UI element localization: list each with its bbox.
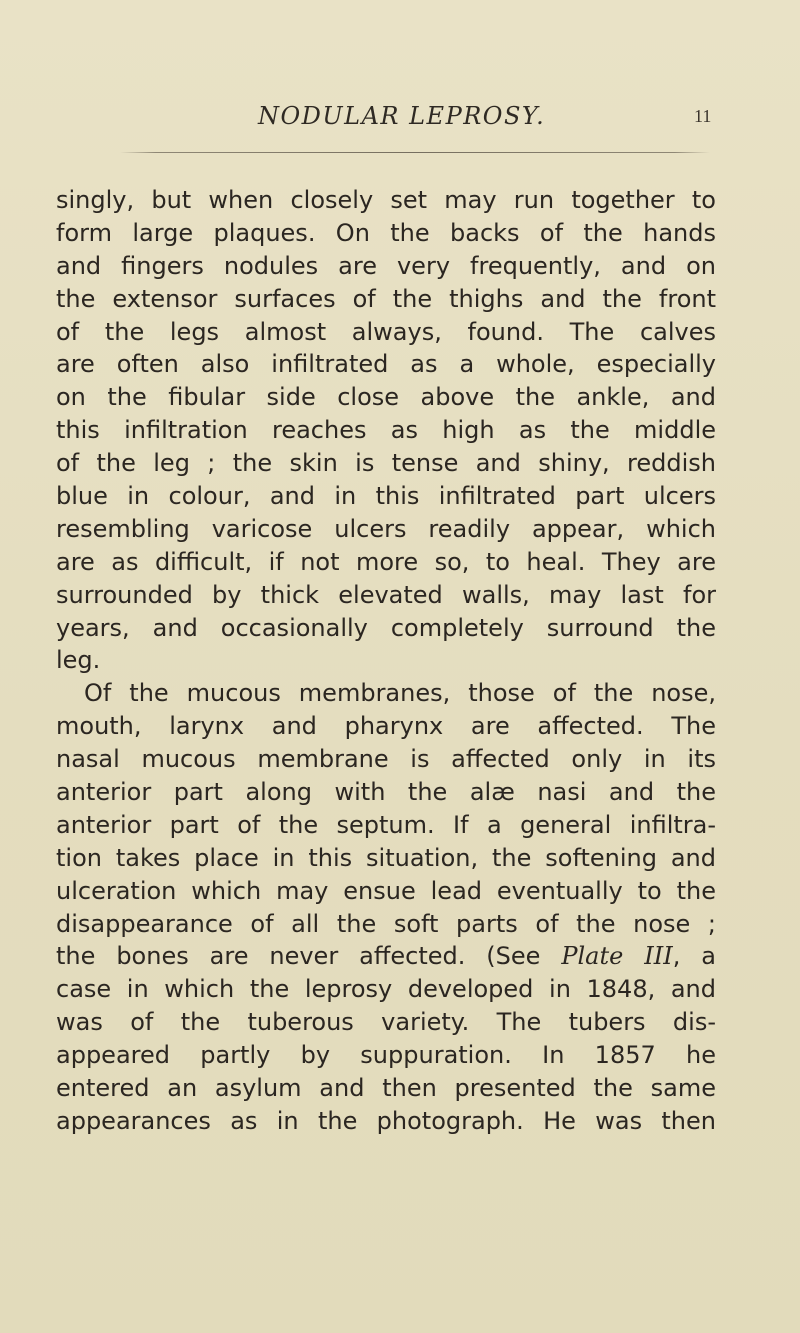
- text-line: and fingers nodules are very frequently, and on: [56, 251, 716, 280]
- text-line: the extensor surfaces of the thighs and the front: [56, 284, 716, 313]
- text-line: was of the tuberous variety. The tubers dis-: [56, 1008, 716, 1037]
- text-line: singly, but when closely set may run together to: [56, 186, 716, 214]
- text-line: resembling varicose ulcers readily appear, which: [56, 514, 716, 543]
- text-line: this infiltration reaches as high as the middle: [56, 416, 716, 445]
- body-text: [56, 184, 716, 1138]
- text-line: are as difficult, if not more so, to heal. They are: [56, 547, 716, 576]
- text-line: entered an asylum and then presented the same: [56, 1074, 716, 1103]
- plate-line-lead: the bones are never affected. (See: [56, 942, 541, 971]
- text-line: ulceration which may ensue lead eventually to the: [56, 876, 716, 905]
- text-line: appeared partly by suppuration. In 1857 he: [56, 1041, 716, 1070]
- text-line: of the legs almost always, found. The calves: [56, 317, 716, 346]
- text-line: blue in colour, and in this infiltrated part ulcers: [56, 482, 716, 511]
- text-line: anterior part along with the alæ nasi and the: [56, 778, 716, 807]
- text-line: form large plaques. On the backs of the hands: [56, 218, 716, 247]
- text-line: of the leg ; the skin is tense and shiny, reddish: [56, 449, 716, 478]
- header-rule: [120, 152, 710, 153]
- paragraph-start-line: Of the mucous membranes, those of the nose,: [84, 679, 716, 708]
- text-line: appearances as in the photograph. He was then: [56, 1106, 716, 1135]
- text-line: anterior part of the septum. If a general infiltra-: [56, 810, 716, 839]
- running-head: [0, 102, 800, 142]
- text-line: nasal mucous membrane is affected only in its: [56, 745, 716, 774]
- plate-line-tail: , a: [672, 942, 716, 971]
- text-line: surrounded by thick elevated walls, may last for: [56, 580, 716, 609]
- text-line: tion takes place in this situation, the softening and: [56, 843, 716, 872]
- text-line: mouth, larynx and pharynx are affected. The: [56, 712, 716, 741]
- text-line: on the fibular side close above the ankle, and: [56, 383, 716, 412]
- text-line: years, and occasionally completely surround the: [56, 613, 716, 642]
- running-title: NODULAR LEPROSY.: [258, 102, 546, 130]
- text-line: case in which the leprosy developed in 1848, and: [56, 975, 716, 1004]
- text-line: are often also infiltrated as a whole, especially: [56, 350, 716, 379]
- plate-reference: Plate III: [561, 942, 673, 971]
- text-line: disappearance of all the soft parts of the nose ;: [56, 909, 716, 938]
- paragraph-end-line: leg.: [56, 646, 101, 675]
- page-number: 11: [694, 106, 712, 126]
- plate-reference-line: [56, 940, 716, 973]
